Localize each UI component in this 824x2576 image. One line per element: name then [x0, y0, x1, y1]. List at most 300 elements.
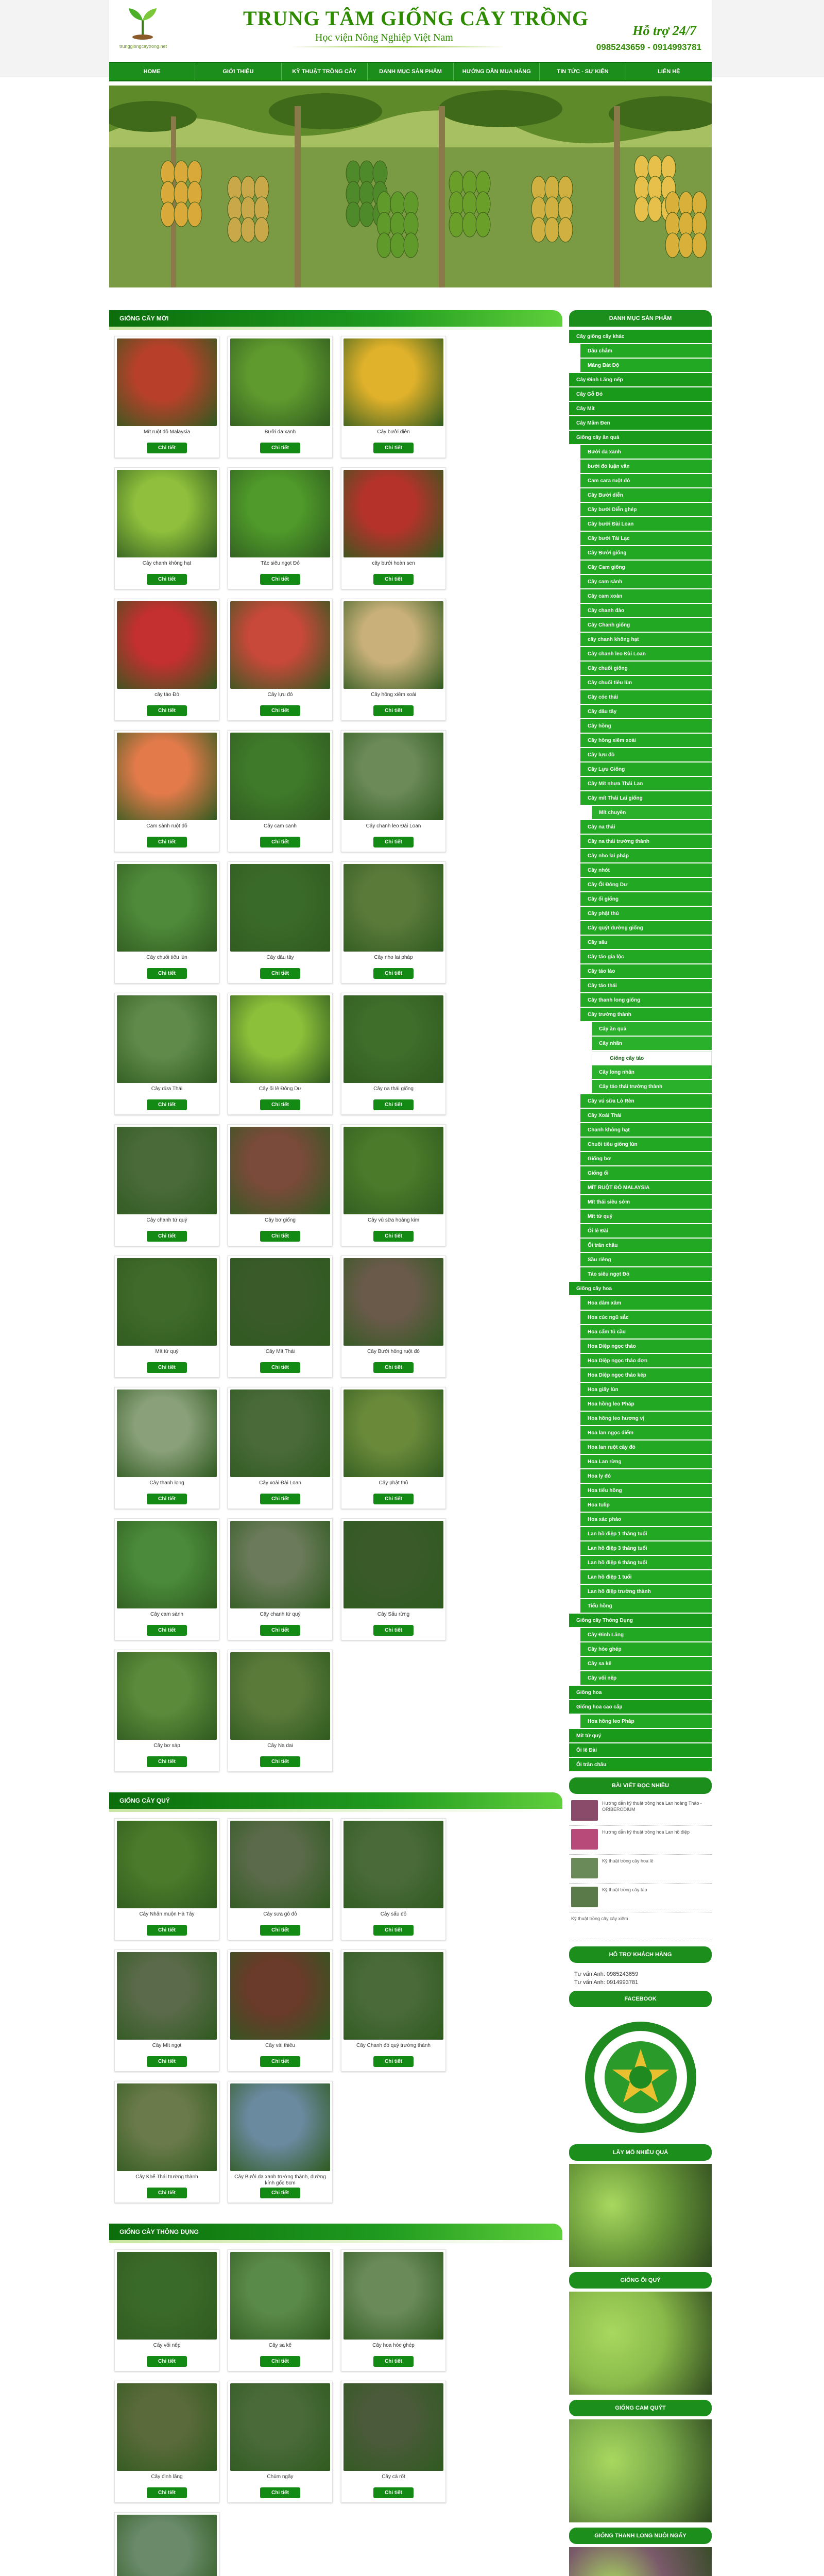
detail-button[interactable]: Chi tiết	[147, 1756, 187, 1767]
category-item[interactable]: Cây bưởi Đài Loan	[580, 517, 712, 532]
category-item[interactable]: Cây hòe ghép	[580, 1642, 712, 1657]
detail-button[interactable]: Chi tiết	[260, 1231, 300, 1242]
product-name[interactable]: Cây hồng xiêm xoài	[371, 692, 416, 698]
category-item[interactable]: Cây Đinh Lăng	[580, 1628, 712, 1642]
detail-button[interactable]: Chi tiết	[260, 574, 300, 585]
news-title[interactable]: Kỹ thuật trồng cây hoa lê	[602, 1858, 654, 1863]
nav-item-0[interactable]: HOME	[109, 63, 195, 80]
detail-button[interactable]: Chi tiết	[147, 1494, 187, 1504]
product-name[interactable]: Cây Mít ngọt	[152, 2043, 182, 2048]
category-item[interactable]: Cây na thái trường thành	[580, 835, 712, 849]
detail-button[interactable]: Chi tiết	[260, 1099, 300, 1110]
detail-button[interactable]: Chi tiết	[373, 2487, 414, 2498]
product-card[interactable]	[228, 1518, 333, 1640]
product-name[interactable]: Cây sấu đỏ	[380, 1911, 407, 1917]
category-item[interactable]: Hoa Diệp ngọc thảo kép	[580, 1368, 712, 1383]
product-image[interactable]	[117, 1258, 217, 1346]
product-card[interactable]	[228, 467, 333, 589]
category-item[interactable]: Hoa dâm xâm	[580, 1296, 712, 1311]
category-item[interactable]: Cây cam sành	[580, 575, 712, 589]
product-image[interactable]	[230, 995, 330, 1083]
product-card[interactable]	[228, 1650, 333, 1772]
product-card[interactable]	[228, 861, 333, 984]
product-card[interactable]	[341, 1256, 446, 1378]
news-item[interactable]	[569, 1855, 712, 1884]
category-item[interactable]: Cây Mít	[569, 402, 712, 416]
product-card[interactable]	[114, 2381, 219, 2503]
nav-item-4[interactable]: HƯỚNG DẪN MUA HÀNG	[454, 63, 540, 80]
product-name[interactable]: Cam sành ruột đỏ	[146, 823, 187, 829]
product-card[interactable]	[341, 1387, 446, 1509]
product-card[interactable]	[341, 861, 446, 984]
category-item[interactable]: Cây chuối tiêu lùn	[580, 676, 712, 690]
product-card[interactable]	[228, 730, 333, 852]
news-thumbnail[interactable]	[571, 1887, 598, 1907]
product-name[interactable]: Cây xoài Đài Loan	[259, 1480, 301, 1486]
product-name[interactable]: cây bưởi hoàn sen	[372, 561, 415, 566]
product-image[interactable]	[230, 1521, 330, 1608]
category-item[interactable]: Cây Chanh giống	[580, 618, 712, 633]
category-item[interactable]: Cây quýt đường giống	[580, 921, 712, 936]
product-image[interactable]	[117, 470, 217, 557]
product-image[interactable]	[230, 2383, 330, 2471]
category-item[interactable]: Hoa lan ruột cây đỏ	[580, 1440, 712, 1455]
detail-button[interactable]: Chi tiết	[147, 443, 187, 453]
category-item[interactable]: Cây trường thành	[580, 1008, 712, 1022]
product-name[interactable]: Cây hoa hòe ghép	[372, 2343, 415, 2348]
product-image[interactable]	[230, 2083, 330, 2171]
category-item[interactable]: Cây mít Thái Lai giống	[580, 791, 712, 806]
detail-button[interactable]: Chi tiết	[260, 705, 300, 716]
category-item[interactable]: Cây vú sữa Lò Rèn	[580, 1094, 712, 1109]
product-name[interactable]: Cây sa kê	[268, 2343, 292, 2348]
detail-button[interactable]: Chi tiết	[147, 2487, 187, 2498]
category-item[interactable]: Hoa tulip	[580, 1498, 712, 1513]
category-item[interactable]: Cây vối nếp	[580, 1671, 712, 1686]
product-name[interactable]: Cây chanh tứ quý	[146, 1217, 187, 1223]
product-name[interactable]: Mít tứ quý	[155, 1349, 179, 1354]
category-item[interactable]: bưởi đỏ luận văn	[580, 460, 712, 474]
category-item[interactable]: Mít tứ quý	[569, 1729, 712, 1743]
category-item[interactable]: Giống cây ăn quả	[569, 431, 712, 445]
product-card[interactable]	[114, 1650, 219, 1772]
product-image[interactable]	[344, 733, 443, 820]
category-item[interactable]: Cây chanh đào	[580, 604, 712, 618]
detail-button[interactable]: Chi tiết	[373, 1231, 414, 1242]
category-item[interactable]: MÍT RUỘT ĐỎ MALAYSIA	[580, 1181, 712, 1195]
detail-button[interactable]: Chi tiết	[260, 1925, 300, 1936]
news-thumbnail[interactable]	[571, 1829, 598, 1850]
category-item[interactable]: Chanh không hạt	[580, 1123, 712, 1138]
category-item[interactable]: Cây Bưởi diễn	[580, 488, 712, 503]
detail-button[interactable]: Chi tiết	[260, 968, 300, 979]
product-name[interactable]: Cây dâu tây	[266, 955, 294, 960]
category-item[interactable]: Giống hoa	[569, 1686, 712, 1700]
detail-button[interactable]: Chi tiết	[147, 705, 187, 716]
category-item[interactable]: Hoa lan ngọc điểm	[580, 1426, 712, 1440]
category-item[interactable]: Cây giống cây khác	[569, 330, 712, 344]
nav-item-3[interactable]: DANH MỤC SẢN PHẨM	[368, 63, 454, 80]
category-item[interactable]: Cây Xoài Thái	[580, 1109, 712, 1123]
detail-button[interactable]: Chi tiết	[147, 1625, 187, 1636]
category-item[interactable]: Mít tứ quý	[580, 1210, 712, 1224]
detail-button[interactable]: Chi tiết	[373, 1362, 414, 1373]
detail-button[interactable]: Chi tiết	[260, 1625, 300, 1636]
category-item[interactable]: Cây hồng xiêm xoài	[580, 734, 712, 748]
product-name[interactable]: Chùm ngây	[267, 2474, 294, 2480]
category-item[interactable]: Lan hồ điệp 6 tháng tuổi	[580, 1556, 712, 1570]
product-image[interactable]	[230, 1652, 330, 1740]
nav-item-6[interactable]: LIÊN HỆ	[658, 69, 680, 75]
category-item[interactable]: Cây hồng	[580, 719, 712, 734]
product-card[interactable]	[114, 336, 219, 458]
product-image[interactable]	[344, 1821, 443, 1908]
detail-button[interactable]: Chi tiết	[260, 1362, 300, 1373]
category-item[interactable]: Ổi trân châu	[580, 1239, 712, 1253]
nav-item-2[interactable]: KỸ THUẬT TRỒNG CÂY	[282, 63, 368, 80]
detail-button[interactable]: Chi tiết	[260, 2356, 300, 2367]
product-card[interactable]	[114, 2512, 219, 2576]
photo-block-image[interactable]	[569, 2292, 712, 2395]
product-name[interactable]: Cây nho lai pháp	[374, 955, 413, 960]
product-name[interactable]: Cây chanh không hạt	[142, 561, 192, 566]
news-item[interactable]	[569, 1884, 712, 1912]
product-name[interactable]: Cây Khế Thái trường thành	[135, 2174, 198, 2180]
category-item[interactable]: Cây sa kê	[580, 1657, 712, 1671]
product-name[interactable]: Cây cam sành	[150, 1612, 183, 1617]
product-name[interactable]: Cây bưởi diễn	[377, 429, 410, 435]
category-item[interactable]: Dâu chẫm	[580, 344, 712, 359]
category-item[interactable]: Hoa cẩm tú cầu	[580, 1325, 712, 1340]
product-card[interactable]	[228, 2381, 333, 2503]
category-item[interactable]: Cây táo gia lộc	[580, 950, 712, 964]
detail-button[interactable]: Chi tiết	[373, 2056, 414, 2067]
product-image[interactable]	[230, 2252, 330, 2340]
detail-button[interactable]: Chi tiết	[147, 1362, 187, 1373]
facebook-header[interactable]: FACEBOOK	[569, 1991, 712, 2007]
detail-button[interactable]: Chi tiết	[373, 574, 414, 585]
product-card[interactable]	[228, 336, 333, 458]
category-item[interactable]: Hoa hồng leo Pháp	[580, 1715, 712, 1729]
product-image[interactable]	[117, 2252, 217, 2340]
product-image[interactable]	[344, 1952, 443, 2040]
category-item[interactable]: Cây Mãm Đen	[569, 416, 712, 431]
product-card[interactable]	[228, 1387, 333, 1509]
category-item[interactable]: Cây Cam giống	[580, 561, 712, 575]
product-card[interactable]	[114, 730, 219, 852]
category-item[interactable]: Hoa hồng leo hương vị	[580, 1412, 712, 1426]
detail-button[interactable]: Chi tiết	[260, 2056, 300, 2067]
category-item[interactable]: Sầu riêng	[580, 1253, 712, 1267]
detail-button[interactable]: Chi tiết	[147, 1231, 187, 1242]
category-item[interactable]: Cây na thái	[580, 820, 712, 835]
detail-button[interactable]: Chi tiết	[260, 1756, 300, 1767]
product-card[interactable]	[114, 1124, 219, 1246]
product-card[interactable]	[341, 993, 446, 1115]
product-card[interactable]	[228, 1124, 333, 1246]
product-card[interactable]	[228, 993, 333, 1115]
product-name[interactable]: Cây cam canh	[264, 823, 297, 829]
product-name[interactable]: Cây bơ giống	[265, 1217, 296, 1223]
product-image[interactable]	[117, 2515, 217, 2576]
product-card[interactable]	[341, 1818, 446, 1940]
product-card[interactable]	[341, 730, 446, 852]
category-item[interactable]: Hoa hồng leo Pháp	[580, 1397, 712, 1412]
product-image[interactable]	[344, 2252, 443, 2340]
category-item[interactable]: Bưởi da xanh	[580, 445, 712, 460]
product-card[interactable]	[228, 1950, 333, 2072]
news-thumbnail[interactable]	[571, 1800, 598, 1821]
category-item[interactable]: Giống cây hoa	[569, 1282, 712, 1296]
category-item[interactable]: Chuối tiêu giống lùn	[580, 1138, 712, 1152]
product-name[interactable]: Cây Bưởi hồng ruột đỏ	[367, 1349, 420, 1354]
product-card[interactable]	[114, 861, 219, 984]
category-item[interactable]: Lan hồ điệp 1 tháng tuổi	[580, 1527, 712, 1541]
category-item[interactable]: Cây chanh leo Đài Loan	[580, 647, 712, 662]
product-image[interactable]	[344, 338, 443, 426]
product-image[interactable]	[344, 470, 443, 557]
product-name[interactable]: Cây Na dai	[267, 1743, 293, 1749]
product-image[interactable]	[117, 995, 217, 1083]
category-item[interactable]: Hoa Diệp ngọc thảo đơn	[580, 1354, 712, 1368]
product-name[interactable]: Cây Chanh đỏ quý trường thành	[356, 2043, 431, 2048]
category-item[interactable]: Giống cây táo	[592, 1051, 712, 1065]
news-item[interactable]	[569, 1826, 712, 1855]
product-name[interactable]: Cây phật thủ	[379, 1480, 408, 1486]
product-name[interactable]: Cây Sấu rừng	[377, 1612, 410, 1617]
logo[interactable]	[119, 5, 166, 49]
product-image[interactable]	[230, 601, 330, 689]
news-title[interactable]: Hướng dẫn kỹ thuật trồng hoa Lan hoàng Thảo - ORIBERODIUM	[602, 1801, 702, 1812]
product-card[interactable]	[341, 599, 446, 721]
product-name[interactable]: Cây chanh leo Đài Loan	[366, 823, 421, 829]
product-image[interactable]	[117, 1952, 217, 2040]
category-item[interactable]: Lan hồ điệp 1 tuổi	[580, 1570, 712, 1585]
product-image[interactable]	[117, 601, 217, 689]
category-item[interactable]: Cây long nhãn	[592, 1065, 712, 1080]
product-image[interactable]	[344, 601, 443, 689]
product-name[interactable]: Cây na thái giống	[373, 1086, 414, 1092]
product-card[interactable]	[341, 2249, 446, 2371]
product-card[interactable]	[341, 1124, 446, 1246]
category-item[interactable]: Cây cóc thái	[580, 690, 712, 705]
detail-button[interactable]: Chi tiết	[260, 837, 300, 848]
detail-button[interactable]: Chi tiết	[260, 1494, 300, 1504]
category-item[interactable]: Giống bơ	[580, 1152, 712, 1166]
product-card[interactable]	[114, 1818, 219, 1940]
nav-item-5[interactable]: TIN TỨC - SỰ KIỆN	[540, 63, 626, 80]
category-item[interactable]: Cây bưởi Diễn ghép	[580, 503, 712, 517]
detail-button[interactable]: Chi tiết	[147, 2356, 187, 2367]
product-name[interactable]: Cây đinh lăng	[151, 2474, 183, 2480]
category-item[interactable]: Măng Bát Độ	[580, 359, 712, 373]
detail-button[interactable]: Chi tiết	[373, 1625, 414, 1636]
category-item[interactable]: Cây thanh long giống	[580, 993, 712, 1008]
category-item[interactable]: Ổi lê Đài	[580, 1224, 712, 1239]
news-title[interactable]: Hướng dẫn kỹ thuật trồng hoa Lan hồ điệp	[602, 1829, 690, 1835]
category-item[interactable]: Cây Gỗ Đỏ	[569, 387, 712, 402]
category-item[interactable]: Cây ổi giống	[580, 892, 712, 907]
detail-button[interactable]: Chi tiết	[373, 705, 414, 716]
product-image[interactable]	[230, 1127, 330, 1214]
product-image[interactable]	[117, 1652, 217, 1740]
product-image[interactable]	[117, 2083, 217, 2171]
product-image[interactable]	[344, 1521, 443, 1608]
product-name[interactable]: Cây Nhãn muộn Hà Tây	[139, 1911, 195, 1917]
product-card[interactable]	[114, 2081, 219, 2203]
product-image[interactable]	[230, 470, 330, 557]
product-image[interactable]	[117, 2383, 217, 2471]
category-item[interactable]: Tiểu hồng	[580, 1599, 712, 1614]
product-image[interactable]	[230, 1258, 330, 1346]
product-image[interactable]	[117, 864, 217, 952]
product-card[interactable]	[114, 2249, 219, 2371]
product-image[interactable]	[117, 1821, 217, 1908]
category-item[interactable]: Táo siêu ngọt Đỏ	[580, 1267, 712, 1282]
detail-button[interactable]: Chi tiết	[147, 1925, 187, 1936]
category-item[interactable]: Hoa cúc ngũ sắc	[580, 1311, 712, 1325]
product-name[interactable]: Cây cà rốt	[382, 2474, 405, 2480]
category-item[interactable]: Cây ăn quả	[592, 1022, 712, 1037]
news-title[interactable]: Kỹ thuật trồng cây táo	[602, 1887, 647, 1892]
category-item[interactable]: Cây Ổi Đông Dư	[580, 878, 712, 892]
news-item[interactable]	[569, 1912, 712, 1941]
detail-button[interactable]: Chi tiết	[147, 837, 187, 848]
product-card[interactable]	[114, 467, 219, 589]
category-item[interactable]: Ổi lê Đài	[569, 1743, 712, 1758]
product-image[interactable]	[230, 338, 330, 426]
product-name[interactable]: Cây sưa gỗ đỏ	[263, 1911, 297, 1917]
category-item[interactable]: Cây táo thái	[580, 979, 712, 993]
product-image[interactable]	[117, 1127, 217, 1214]
nav-item-1[interactable]: GIỚI THIỆU	[195, 63, 281, 80]
product-image[interactable]	[230, 1389, 330, 1477]
category-item[interactable]: Mít thái siêu sớm	[580, 1195, 712, 1210]
product-name[interactable]: Mít ruột đỏ Malaysia	[143, 429, 191, 435]
photo-block-image[interactable]	[569, 2547, 712, 2576]
product-image[interactable]	[117, 1521, 217, 1608]
product-card[interactable]	[114, 1950, 219, 2072]
product-image[interactable]	[230, 1952, 330, 2040]
product-image[interactable]	[117, 338, 217, 426]
product-name[interactable]: Cây Bưởi da xanh trường thành, đường kính gốc 6cm	[234, 2174, 326, 2186]
product-card[interactable]	[341, 467, 446, 589]
news-title[interactable]: Kỹ thuật trồng cây cây xiêm	[571, 1916, 628, 1921]
detail-button[interactable]: Chi tiết	[373, 443, 414, 453]
category-item[interactable]: Cây cam xoàn	[580, 589, 712, 604]
category-item[interactable]: Giống ổi	[580, 1166, 712, 1181]
news-item[interactable]	[569, 1797, 712, 1826]
product-image[interactable]	[344, 864, 443, 952]
category-item[interactable]: Mít chuyên	[592, 806, 712, 820]
product-name[interactable]: Cây dừa Thái	[151, 1086, 183, 1092]
product-image[interactable]	[344, 2383, 443, 2471]
detail-button[interactable]: Chi tiết	[373, 1099, 414, 1110]
category-item[interactable]: Cây Mít nhựa Thái Lan	[580, 777, 712, 791]
product-name[interactable]: Cây chanh tứ quý	[260, 1612, 301, 1617]
category-item[interactable]: Lan hồ điệp trường thành	[580, 1585, 712, 1599]
category-item[interactable]: Cây dâu tây	[580, 705, 712, 719]
product-image[interactable]	[230, 733, 330, 820]
category-item[interactable]: Hoa Lan rừng	[580, 1455, 712, 1469]
product-name[interactable]: Cây ổi lê Đông Dư	[259, 1086, 302, 1092]
product-card[interactable]	[114, 1256, 219, 1378]
product-image[interactable]	[344, 995, 443, 1083]
product-card[interactable]	[341, 336, 446, 458]
product-image[interactable]	[344, 1258, 443, 1346]
product-name[interactable]: cây táo Đỏ	[154, 692, 179, 698]
product-card[interactable]	[228, 2249, 333, 2371]
product-card[interactable]	[228, 1818, 333, 1940]
product-card[interactable]	[114, 599, 219, 721]
category-item[interactable]: Cây lựu đỏ	[580, 748, 712, 762]
product-image[interactable]	[344, 1127, 443, 1214]
product-card[interactable]	[228, 599, 333, 721]
detail-button[interactable]: Chi tiết	[147, 574, 187, 585]
category-item[interactable]: Cây nhót	[580, 863, 712, 878]
product-name[interactable]: Cây vú sữa hoàng kim	[367, 1217, 420, 1223]
product-card[interactable]	[114, 1387, 219, 1509]
detail-button[interactable]: Chi tiết	[373, 837, 414, 848]
product-card[interactable]	[114, 993, 219, 1115]
product-name[interactable]: Tắc siêu ngọt Đỏ	[261, 561, 300, 566]
detail-button[interactable]: Chi tiết	[373, 2356, 414, 2367]
category-item[interactable]: Cây Đinh Lăng nếp	[569, 373, 712, 387]
product-image[interactable]	[117, 1389, 217, 1477]
category-item[interactable]: Giống cây Thông Dụng	[569, 1614, 712, 1628]
category-item[interactable]: Cây táo thái trường thành	[592, 1080, 712, 1094]
category-item[interactable]: Hoa Diệp ngọc thảo	[580, 1340, 712, 1354]
product-image[interactable]	[117, 733, 217, 820]
detail-button[interactable]: Chi tiết	[147, 2056, 187, 2067]
product-card[interactable]	[341, 1950, 446, 2072]
product-card[interactable]	[228, 2081, 333, 2203]
detail-button[interactable]: Chi tiết	[147, 2188, 187, 2198]
product-image[interactable]	[344, 1389, 443, 1477]
category-item[interactable]: Cây táo lào	[580, 964, 712, 979]
product-image[interactable]	[230, 1821, 330, 1908]
product-image[interactable]	[230, 864, 330, 952]
product-name[interactable]: Cây lựu đỏ	[267, 692, 293, 698]
category-item[interactable]: Cây bưởi Tài Lạc	[580, 532, 712, 546]
product-name[interactable]: Cây Mít Thái	[265, 1349, 295, 1354]
category-item[interactable]: Hoa tiểu hồng	[580, 1484, 712, 1498]
category-item[interactable]: Cây phật thủ	[580, 907, 712, 921]
detail-button[interactable]: Chi tiết	[373, 968, 414, 979]
detail-button[interactable]: Chi tiết	[260, 2188, 300, 2198]
product-name[interactable]: Cây thanh long	[149, 1480, 184, 1486]
product-card[interactable]	[114, 1518, 219, 1640]
category-item[interactable]: Cây nhãn	[592, 1037, 712, 1051]
detail-button[interactable]: Chi tiết	[260, 2487, 300, 2498]
news-thumbnail[interactable]	[571, 1858, 598, 1878]
product-card[interactable]	[228, 1256, 333, 1378]
category-item[interactable]: Hoa xác pháo	[580, 1513, 712, 1527]
category-item[interactable]: Cây nho lai pháp	[580, 849, 712, 863]
category-item[interactable]: Cây Bưởi giống	[580, 546, 712, 561]
product-name[interactable]: Cây chuối tiêu lùn	[146, 955, 187, 960]
category-item[interactable]: Hoa ly đỏ	[580, 1469, 712, 1484]
category-item[interactable]: Cam cara ruột đỏ	[580, 474, 712, 488]
product-name[interactable]: Bưởi da xanh	[264, 429, 296, 435]
product-name[interactable]: Cây bơ sáp	[153, 1743, 180, 1749]
category-item[interactable]: Hoa giấy lùn	[580, 1383, 712, 1397]
detail-button[interactable]: Chi tiết	[260, 443, 300, 453]
category-item[interactable]: Giống hoa cao cấp	[569, 1700, 712, 1715]
detail-button[interactable]: Chi tiết	[147, 968, 187, 979]
category-item[interactable]: Lan hồ điệp 3 tháng tuổi	[580, 1541, 712, 1556]
category-item[interactable]: Ổi trân châu	[569, 1758, 712, 1772]
